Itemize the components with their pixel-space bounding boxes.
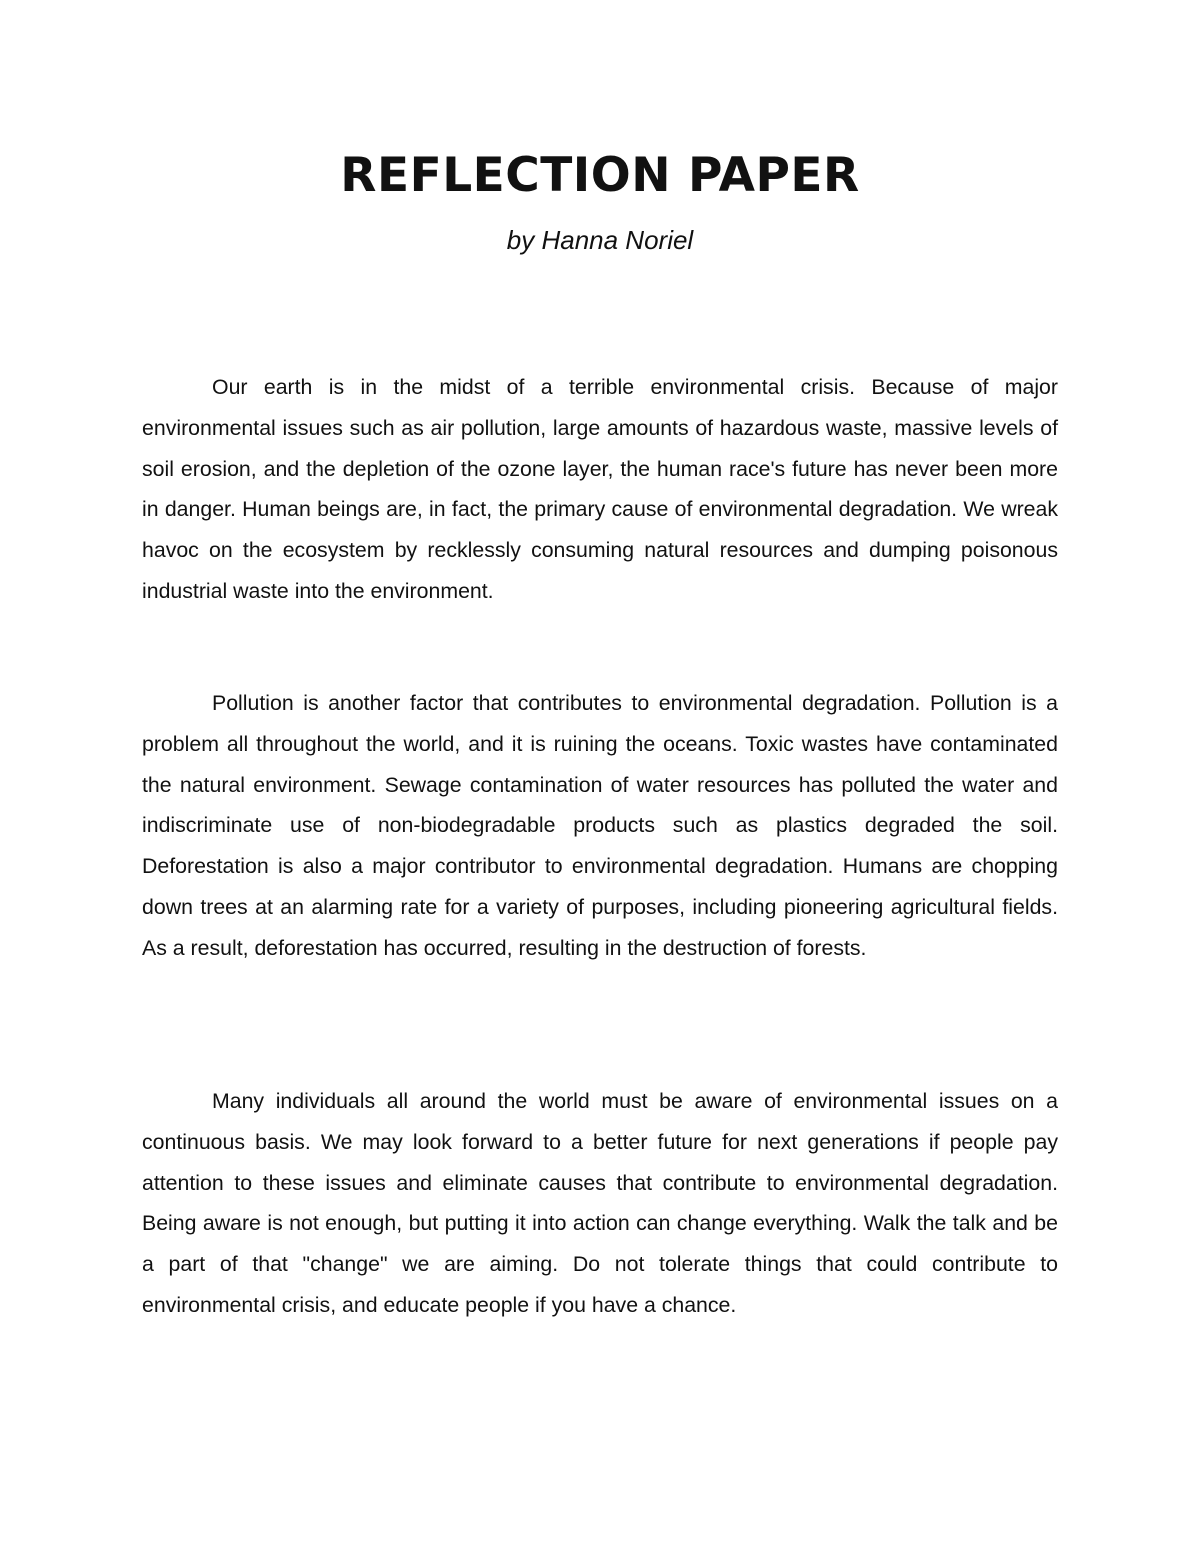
author-byline: by Hanna Noriel <box>506 225 694 255</box>
paragraph-3: Many individuals all around the world must be aware of environmental issues on a continuous basis. We may look forward to a better future for next generations if people pay attention to these issues and eliminate causes that contribute to environmental degradation. Being aware is not enough, but putting it into action can change everything. Walk the talk and be a part of that "change" we are aiming. Do not tolerate things that could contribute to environmental crisis, and educate people if you have a chance. <box>142 1089 1058 1317</box>
page-title: REFLECTION PAPER <box>340 148 860 203</box>
paragraph-1: Our earth is in the midst of a terrible environmental crisis. Because of major environmental issues such as air pollution, large amounts of hazardous waste, massive levels of soil erosion, and the depletion of the ozone layer, the human race's future has never been more in danger. Human beings are, in fact, the primary cause of environmental degradation. We wreak havoc on the ecosystem by recklessly consuming natural resources and dumping poisonous industrial waste into the environment. <box>142 375 1058 603</box>
paragraph-2: Pollution is another factor that contributes to environmental degradation. Pollution is a problem all throughout the world, and it is ruining the oceans. Toxic wastes have contaminated the natural environment. Sewage contamination of water resources has polluted the water and indiscriminate use of non-biodegradable products such as plastics degraded the soil. Deforestation is also a major contributor to environmental degradation. Humans are chopping down trees at an alarming rate for a variety of purposes, including pioneering agricultural fields. As a result, deforestation has occurred, resulting in the destruction of forests. <box>142 691 1058 960</box>
